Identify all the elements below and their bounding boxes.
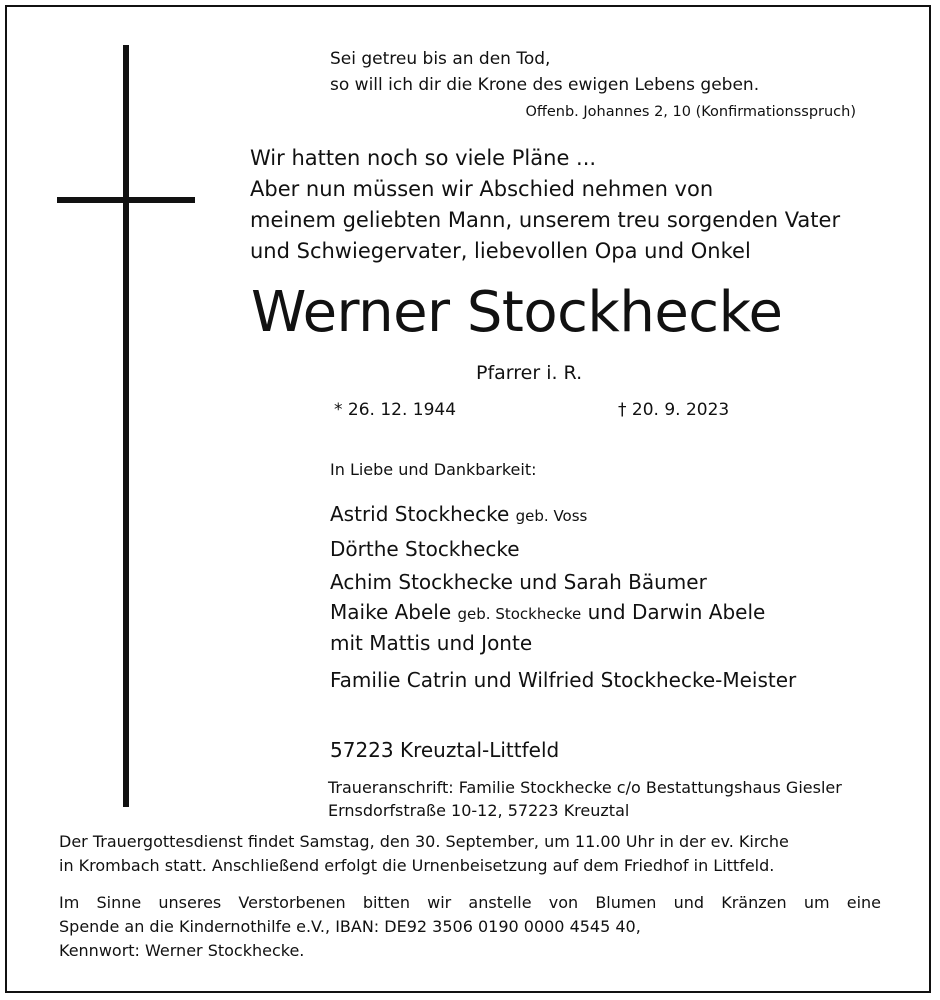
bible-verse-line: so will ich dir die Krone des ewigen Lebens geben.	[330, 75, 760, 95]
bible-verse	[330, 46, 759, 98]
mourner-maiden-name: geb. Voss	[515, 507, 588, 525]
cross-icon-vertical-bar	[123, 45, 129, 807]
intro-text	[250, 143, 840, 267]
service-line: Der Trauergottesdienst findet Samstag, den 30. September, um 11.00 Uhr in der ev. Kirche	[59, 832, 789, 851]
intro-line: Aber nun müssen wir Abschied nehmen von	[250, 177, 714, 201]
funeral-service-notice	[59, 830, 789, 878]
mourner-item	[330, 498, 796, 533]
mourner-item	[330, 599, 796, 628]
mourner-name: Maike Abele	[330, 600, 452, 624]
donation-line: Im Sinne unseres Verstorbenen bitten wir anstelle von Blumen und Kränzen um eine	[59, 893, 881, 912]
mourner-item: Familie Catrin und Wilfried Stockhecke-Meister	[330, 668, 797, 692]
bible-verse-line: Sei getreu bis an den Tod,	[330, 49, 551, 69]
intro-line: meinem geliebten Mann, unserem treu sorgenden Vater	[250, 208, 841, 232]
cross-icon-horizontal-bar	[57, 197, 195, 203]
donation-line: Spende an die Kindernothilfe e.V., IBAN: DE92 3506 0190 0000 4545 40,	[59, 917, 641, 936]
service-line: in Krombach statt. Anschließend erfolgt die Urnenbeisetzung auf dem Friedhof in Littfeld.	[59, 856, 775, 875]
address-line: Ernsdorfstraße 10-12, 57223 Kreuztal	[328, 801, 630, 820]
mourner-maiden-name: geb. Stockhecke	[457, 605, 582, 623]
bible-verse-source: Offenb. Johannes 2, 10 (Konfirmationsspruch)	[525, 104, 856, 120]
address-line: Traueranschrift: Familie Stockhecke c/o Bestattungshaus Giesler	[328, 778, 842, 797]
mourner-name: und Darwin Abele	[587, 600, 766, 624]
mourner-name: Astrid Stockhecke	[330, 502, 510, 526]
mourner-item: Achim Stockhecke und Sarah Bäumer	[330, 570, 707, 594]
intro-line: Wir hatten noch so viele Pläne ...	[250, 146, 597, 170]
deceased-role: Pfarrer i. R.	[476, 362, 583, 384]
death-date: † 20. 9. 2023	[618, 400, 730, 420]
birth-date: * 26. 12. 1944	[334, 400, 457, 420]
intro-line: und Schwiegervater, liebevollen Opa und Onkel	[250, 239, 751, 263]
mourning-address	[328, 776, 842, 822]
mourner-item: Dörthe Stockhecke	[330, 537, 520, 561]
donation-notice	[59, 891, 881, 963]
place-of-residence: 57223 Kreuztal-Littfeld	[330, 738, 560, 762]
mourners-heading: In Liebe und Dankbarkeit:	[330, 460, 537, 479]
mourner-item: mit Mattis und Jonte	[330, 631, 533, 655]
mourners-list	[330, 498, 796, 697]
deceased-name: Werner Stockhecke	[251, 280, 783, 345]
donation-line: Kennwort: Werner Stockhecke.	[59, 941, 305, 960]
